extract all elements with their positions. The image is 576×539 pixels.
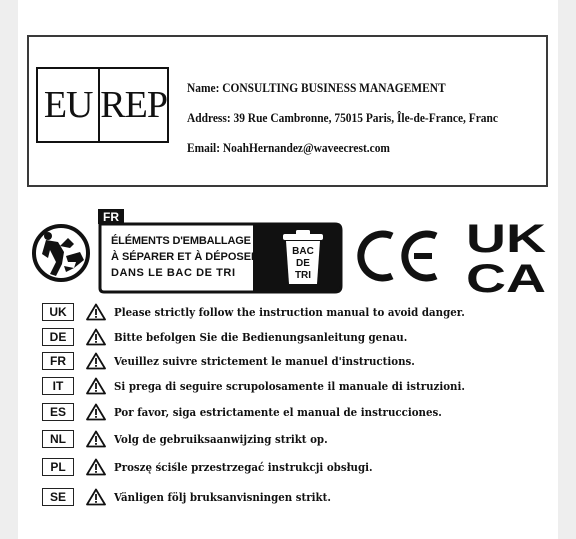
instruction-row-pl bbox=[42, 457, 392, 477]
triman-line-2: À SÉPARER ET À DÉPOSER bbox=[111, 251, 259, 263]
language-code: NL bbox=[42, 430, 74, 448]
instruction-text: Proszę ściśle przestrzegać instrukcji obsługi. bbox=[114, 460, 373, 474]
triman-country-label: FR bbox=[103, 210, 119, 224]
triman-recycle-icon bbox=[30, 222, 92, 284]
language-code: ES bbox=[42, 403, 74, 421]
recycling-bin-icon bbox=[283, 230, 323, 284]
instruction-text: Please strictly follow the instruction manual to avoid danger. bbox=[114, 305, 465, 319]
warning-triangle-icon bbox=[86, 377, 106, 395]
warning-triangle-icon bbox=[86, 303, 106, 321]
triman-line-3: DANS LE BAC DE TRI bbox=[111, 267, 235, 279]
bin-label-3: TRI bbox=[294, 270, 312, 281]
language-code: SE bbox=[42, 488, 74, 506]
instruction-row-nl bbox=[42, 429, 344, 449]
warning-triangle-icon bbox=[86, 403, 106, 421]
instruction-row-se bbox=[42, 487, 347, 507]
eu-rep-logo-rep: REP bbox=[100, 84, 167, 126]
triman-info-block bbox=[97, 208, 343, 294]
eu-rep-logo bbox=[36, 67, 169, 143]
language-code: DE bbox=[42, 328, 74, 346]
language-code: IT bbox=[42, 377, 74, 395]
language-code: PL bbox=[42, 458, 74, 476]
eu-rep-box bbox=[27, 35, 548, 187]
language-code: FR bbox=[42, 352, 74, 370]
eu-rep-name: Name: CONSULTING BUSINESS MANAGEMENT bbox=[187, 80, 446, 95]
instruction-row-de bbox=[42, 327, 429, 347]
eu-rep-logo-eu: EU bbox=[43, 84, 93, 126]
ukca-top: UK bbox=[466, 218, 547, 261]
language-code: UK bbox=[42, 303, 74, 321]
warning-triangle-icon bbox=[86, 430, 106, 448]
warning-triangle-icon bbox=[86, 352, 106, 370]
instruction-row-fr bbox=[42, 351, 437, 371]
bin-label-2: DE bbox=[296, 258, 310, 269]
instruction-text: Por favor, siga estrictamente el manual de instrucciones. bbox=[114, 405, 442, 419]
bin-label-1: BAC bbox=[292, 246, 314, 257]
instruction-row-it bbox=[42, 376, 491, 396]
instruction-text: Veuillez suivre strictement le manuel d'instructions. bbox=[114, 354, 415, 368]
instruction-text: Bitte befolgen Sie die Bedienungsanleitung genau. bbox=[114, 330, 408, 344]
ce-mark-icon bbox=[352, 228, 442, 284]
eu-rep-email: Email: NoahHernandez@waveecrest.com bbox=[187, 140, 390, 155]
ukca-bottom: CA bbox=[466, 257, 546, 294]
instruction-text: Si prega di seguire scrupolosamente il manuale di istruzioni. bbox=[114, 379, 465, 393]
warning-triangle-icon bbox=[86, 328, 106, 346]
warning-triangle-icon bbox=[86, 488, 106, 506]
ukca-mark-icon bbox=[466, 218, 548, 294]
eu-rep-address: Address: 39 Rue Cambronne, 75015 Paris, Île-de-France, Franc bbox=[187, 110, 498, 125]
instruction-row-es bbox=[42, 402, 467, 422]
warning-triangle-icon bbox=[86, 458, 106, 476]
instruction-row-uk bbox=[42, 302, 491, 322]
eu-rep-info bbox=[187, 73, 498, 163]
instruction-text: Volg de gebruiksaanwijzing strikt op. bbox=[114, 432, 328, 446]
triman-line-1: ÉLÉMENTS D'EMBALLAGE bbox=[111, 235, 251, 247]
instruction-text: Vänligen följ bruksanvisningen strikt. bbox=[114, 490, 331, 504]
